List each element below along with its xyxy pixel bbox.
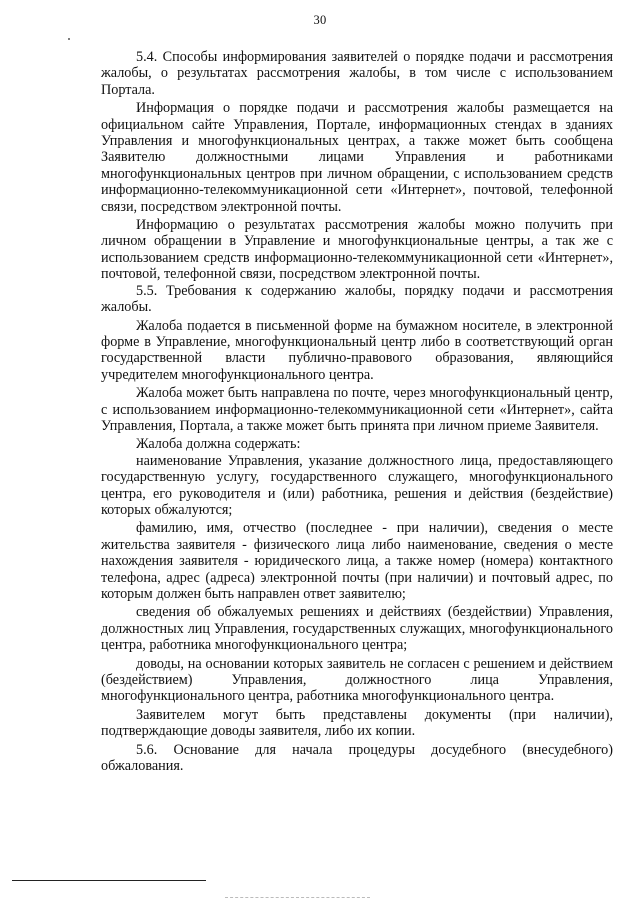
paragraph-complaint-submission: Жалоба может быть направлена по почте, через многофункциональный центр, с использованием информационно-телекоммуникационной сети «Интернет», сайта Управления, Портала, а также может быть принята при личном приеме Заявителя. (101, 385, 613, 434)
paragraph-complaint-contents-intro: Жалоба должна содержать: (136, 436, 301, 453)
list-item-arguments: доводы, на основании которых заявитель не согласен с решением и действием (бездействием) Управления, должностного лица Управления, многофункционального центра, работника многофункционального центра. (101, 655, 613, 705)
document-body (101, 49, 613, 774)
section-heading-5-6: 5.6. Основание для начала процедуры досудебного (внесудебного) обжалования. (101, 741, 613, 775)
paragraph-supporting-documents: Заявителем могут быть представлены документы (при наличии), подтверждающие доводы заявителя, либо их копии. (101, 706, 613, 740)
section-heading-5-5: 5.5. Требования к содержанию жалобы, порядку подачи и рассмотрения жалобы. (101, 282, 613, 316)
paragraph-info-procedure: Информация о порядке подачи и рассмотрения жалобы размещается на официальном сайте Управления, Портале, информационных стендах в зданиях Управления и многофункциональных центрах, а также может быть сообщена Заявителю должностными лицами Управления и работниками многофункциональных центров при личном обращении, с использованием средств информационно-телекоммуникационной сети «Интернет», почтовой, телефонной связи, посредством электронной почты. (101, 100, 613, 215)
page-number: 30 (313, 13, 327, 27)
footnote-separator-line (12, 880, 206, 881)
list-item-applicant-details: фамилию, имя, отчество (последнее - при наличии), сведения о месте жительства заявителя - физического лица либо наименование, сведения о месте нахождения заявителя - юридического лица, а также номер (номера) контактного телефона, адрес (адреса) электронной почты (при наличии) и почтовый адрес, по которым должен быть направлен ответ заявителю; (101, 520, 613, 602)
scan-speck (68, 38, 70, 40)
scan-artifact-line (225, 897, 370, 898)
list-item-appealed-decisions: сведения об обжалуемых решениях и действиях (бездействии) Управления, должностных лиц Управления, государственных служащих, многофункционального центра, работника многофункционального центра; (101, 604, 613, 654)
list-item-authority-name: наименование Управления, указание должностного лица, предоставляющего государственную услугу, государственного служащего, многофункционального центра, его руководителя и (или) работника, решения и действия (бездействие) которых обжалуются; (101, 452, 613, 518)
paragraph-complaint-form: Жалоба подается в письменной форме на бумажном носителе, в электронной форме в Управление, многофункциональный центр либо в соответствующий орган государственной власти публично-правового образования, являющийся учредителем многофункционального центра. (101, 317, 613, 383)
paragraph-info-results: Информацию о результатах рассмотрения жалобы можно получить при личном обращении в Управление и многофункциональные центры, а так же с использованием средств информационно-телекоммуникационной сети «Интернет», почтовой, телефонной связи, посредством электронной почты. (101, 217, 613, 283)
section-heading-5-4: 5.4. Способы информирования заявителей о порядке подачи и рассмотрения жалобы, о результатах рассмотрения жалобы, в том числе с использованием Портала. (101, 49, 613, 98)
